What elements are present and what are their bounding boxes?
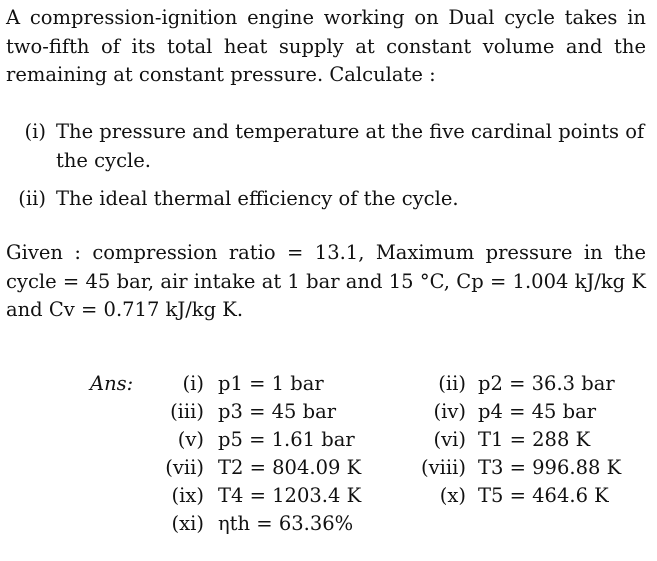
- answer-value: T4 = 1203.4 K: [218, 484, 362, 507]
- answer-row: [0, 482, 657, 511]
- answer-row: [0, 510, 657, 539]
- list-item-marker: (ii): [18, 187, 46, 210]
- list-item-text: The pressure and temperature at the five cardinal points of the cycle.: [56, 120, 645, 172]
- answer-value: T5 = 464.6 K: [478, 484, 609, 507]
- list-item-1: [0, 118, 657, 178]
- answer-number: (ii): [438, 372, 466, 395]
- answer-value: T3 = 996.88 K: [478, 456, 622, 479]
- answer-value: p2 = 36.3 bar: [478, 372, 615, 395]
- answer-value: p3 = 45 bar: [218, 400, 337, 423]
- list-item-2: [0, 185, 657, 215]
- answer-value: T1 = 288 K: [478, 428, 591, 451]
- answer-number: (xi): [171, 512, 204, 535]
- answer-number: (viii): [421, 456, 466, 479]
- answer-value: p1 = 1 bar: [218, 372, 324, 395]
- answer-number: (x): [439, 484, 466, 507]
- answer-label: Ans:: [90, 372, 134, 395]
- answer-row: [0, 454, 657, 483]
- answer-number: (vi): [433, 428, 466, 451]
- answer-value: T2 = 804.09 K: [218, 456, 362, 479]
- answer-value: p5 = 1.61 bar: [218, 428, 355, 451]
- answer-number: (ix): [171, 484, 204, 507]
- answer-number: (iii): [170, 400, 204, 423]
- list-item-marker: (i): [24, 120, 46, 143]
- answer-value: p4 = 45 bar: [478, 400, 597, 423]
- answer-number: (vii): [165, 456, 204, 479]
- answer-number: (i): [182, 372, 204, 395]
- list-item-text: The ideal thermal efficiency of the cycle.: [56, 187, 459, 210]
- answer-row: [0, 426, 657, 455]
- answer-number: (v): [177, 428, 204, 451]
- given-data: Given : compression ratio = 13.1, Maximum pressure in the cycle = 45 bar, air intake at 1 bar and 15 °C, Cp = 1.004 kJ/kg K and Cv = 0.717 kJ/kg K.: [6, 241, 646, 321]
- answer-value: ηth = 63.36%: [218, 512, 354, 535]
- answer-row: [0, 398, 657, 427]
- problem-intro: A compression-ignition engine working on Dual cycle takes in two-fifth of its total heat supply at constant volume and the remaining at constant pressure. Calculate :: [6, 6, 646, 86]
- answer-row: [0, 370, 657, 399]
- answer-number: (iv): [433, 400, 466, 423]
